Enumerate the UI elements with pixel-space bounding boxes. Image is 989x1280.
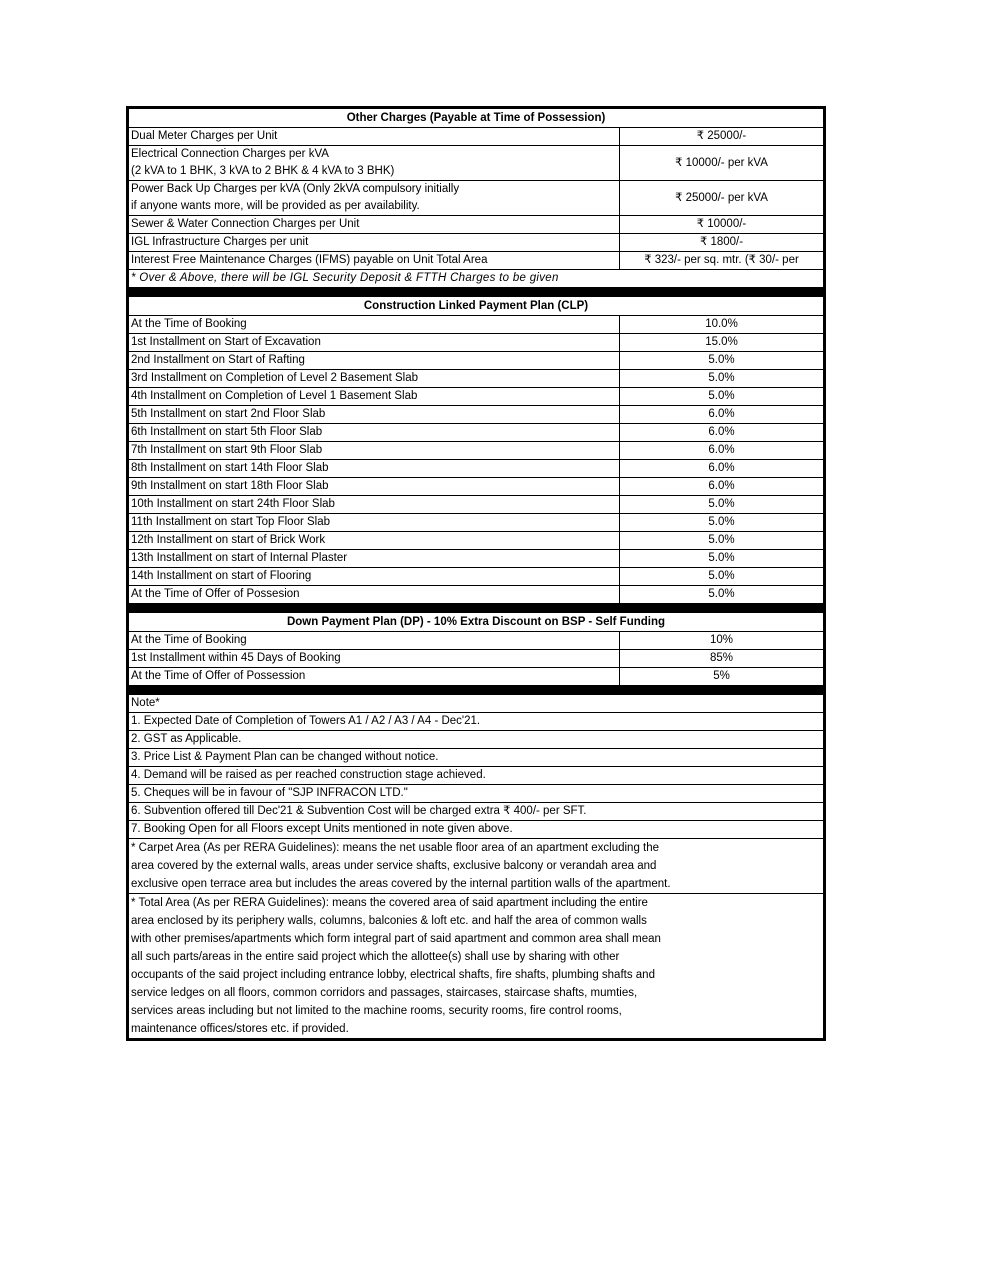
note-line: with other premises/apartments which form integral part of said apartment and common area shall mean	[131, 933, 661, 945]
note-line: area enclosed by its periphery walls, columns, balconies & loft etc. and half the area of common walls	[131, 915, 647, 927]
section-divider	[129, 604, 824, 613]
table-row	[129, 370, 824, 388]
row-value: 10%	[620, 632, 824, 650]
table-row	[129, 234, 824, 252]
row-label-line: if anyone wants more, will be provided as per availability.	[131, 200, 420, 212]
row-label-line: (2 kVA to 1 BHK, 3 kVA to 2 BHK & 4 kVA to 3 BHK)	[131, 165, 395, 177]
row-label	[129, 181, 620, 216]
table-row	[129, 252, 824, 270]
row-value: 5.0%	[620, 514, 824, 532]
row-value: ₹ 25000/- per kVA	[620, 181, 824, 216]
note-line: maintenance offices/stores etc. if provided.	[131, 1023, 349, 1035]
row-value: 15.0%	[620, 334, 824, 352]
row-value: ₹ 10000/- per kVA	[620, 146, 824, 181]
table-row	[129, 146, 824, 181]
row-label: Interest Free Maintenance Charges (IFMS) payable on Unit Total Area	[129, 252, 620, 270]
dp-header: Down Payment Plan (DP) - 10% Extra Discount on BSP - Self Funding	[129, 613, 824, 632]
note-line: service ledges on all floors, common corridors and passages, staircases, staircase shafts, mumties,	[131, 987, 638, 999]
table-row	[129, 586, 824, 604]
row-value: 85%	[620, 650, 824, 668]
table-row	[129, 803, 824, 821]
row-value: 5.0%	[620, 352, 824, 370]
row-label: At the Time of Offer of Possession	[129, 668, 620, 686]
row-label: At the Time of Booking	[129, 632, 620, 650]
row-label: 9th Installment on start 18th Floor Slab	[129, 478, 620, 496]
table-row	[129, 424, 824, 442]
row-value: 6.0%	[620, 406, 824, 424]
row-label: 11th Installment on start Top Floor Slab	[129, 514, 620, 532]
table-row	[129, 352, 824, 370]
table-row	[129, 334, 824, 352]
section-divider	[129, 288, 824, 297]
total-area-note-row	[129, 894, 824, 1039]
row-label: Sewer & Water Connection Charges per Unit	[129, 216, 620, 234]
table-row	[129, 650, 824, 668]
table-row	[129, 216, 824, 234]
table-row	[129, 821, 824, 839]
row-label: Dual Meter Charges per Unit	[129, 128, 620, 146]
row-value: 5.0%	[620, 568, 824, 586]
other-charges-header: Other Charges (Payable at Time of Possession)	[129, 109, 824, 128]
table-row	[129, 668, 824, 686]
row-label: 8th Installment on start 14th Floor Slab	[129, 460, 620, 478]
row-value: ₹ 25000/-	[620, 128, 824, 146]
table-row	[129, 731, 824, 749]
row-value: ₹ 1800/-	[620, 234, 824, 252]
note-item: 3. Price List & Payment Plan can be changed without notice.	[129, 749, 824, 767]
row-label: 12th Installment on start of Brick Work	[129, 532, 620, 550]
table-row	[129, 478, 824, 496]
row-label: 6th Installment on start 5th Floor Slab	[129, 424, 620, 442]
note-line: all such parts/areas in the entire said project which the allottee(s) shall use by sharing with other	[131, 951, 620, 963]
row-value: 10.0%	[620, 316, 824, 334]
row-label: 14th Installment on start of Flooring	[129, 568, 620, 586]
carpet-area-note	[129, 839, 824, 894]
row-label	[129, 146, 620, 181]
carpet-area-note-row	[129, 839, 824, 894]
row-label: 1st Installment within 45 Days of Booking	[129, 650, 620, 668]
table-row	[129, 749, 824, 767]
row-label: At the Time of Offer of Possesion	[129, 586, 620, 604]
note-line: area covered by the external walls, areas under service shafts, exclusive balcony or verandah area and	[131, 860, 657, 872]
note-item: 7. Booking Open for all Floors except Units mentioned in note given above.	[129, 821, 824, 839]
price-sheet	[126, 106, 826, 1041]
row-label: 10th Installment on start 24th Floor Slab	[129, 496, 620, 514]
row-value: 5.0%	[620, 532, 824, 550]
note-line: exclusive open terrace area but includes the areas covered by the internal partition walls of the apartment.	[131, 878, 671, 890]
row-value: 5.0%	[620, 586, 824, 604]
table-row	[129, 632, 824, 650]
row-label: 5th Installment on start 2nd Floor Slab	[129, 406, 620, 424]
table-row	[129, 550, 824, 568]
row-label: 13th Installment on start of Internal Plaster	[129, 550, 620, 568]
note-line: services areas including but not limited to the machine rooms, security rooms, fire control rooms,	[131, 1005, 622, 1017]
note-line: * Total Area (As per RERA Guidelines): means the covered area of said apartment including the entire	[131, 897, 648, 909]
table-row	[129, 514, 824, 532]
table-row	[129, 442, 824, 460]
notes-title: Note*	[129, 695, 824, 713]
note-item: 2. GST as Applicable.	[129, 731, 824, 749]
row-label: 2nd Installment on Start of Rafting	[129, 352, 620, 370]
table-row	[129, 128, 824, 146]
note-line: * Carpet Area (As per RERA Guidelines): means the net usable floor area of an apartment excluding the	[131, 842, 660, 854]
row-value: 5.0%	[620, 496, 824, 514]
row-value: ₹ 10000/-	[620, 216, 824, 234]
clp-header: Construction Linked Payment Plan (CLP)	[129, 297, 824, 316]
row-value: 6.0%	[620, 478, 824, 496]
row-label: 4th Installment on Completion of Level 1 Basement Slab	[129, 388, 620, 406]
notes-title-row	[129, 695, 824, 713]
table-row	[129, 532, 824, 550]
note-item: 1. Expected Date of Completion of Towers A1 / A2 / A3 / A4 - Dec'21.	[129, 713, 824, 731]
row-label-line: Power Back Up Charges per kVA (Only 2kVA compulsory initially	[131, 183, 460, 195]
row-label: 3rd Installment on Completion of Level 2 Basement Slab	[129, 370, 620, 388]
table-row	[129, 270, 824, 288]
note-item: 6. Subvention offered till Dec'21 & Subvention Cost will be charged extra ₹ 400/- per SFT.	[129, 803, 824, 821]
row-label: 1st Installment on Start of Excavation	[129, 334, 620, 352]
table-row	[129, 713, 824, 731]
row-label: 7th Installment on start 9th Floor Slab	[129, 442, 620, 460]
table-row	[129, 460, 824, 478]
row-value: ₹ 323/- per sq. mtr. (₹ 30/- per	[620, 252, 824, 270]
row-value: 5%	[620, 668, 824, 686]
table-row	[129, 568, 824, 586]
total-area-note	[129, 894, 824, 1039]
row-label: At the Time of Booking	[129, 316, 620, 334]
note-item: 5. Cheques will be in favour of "SJP INFRACON LTD."	[129, 785, 824, 803]
table-row	[129, 496, 824, 514]
row-value: 5.0%	[620, 550, 824, 568]
table-row	[129, 785, 824, 803]
row-value: 6.0%	[620, 460, 824, 478]
table-row	[129, 767, 824, 785]
table-row	[129, 181, 824, 216]
section-divider	[129, 686, 824, 695]
other-charges-footnote: * Over & Above, there will be IGL Security Deposit & FTTH Charges to be given	[129, 270, 824, 288]
row-value: 5.0%	[620, 388, 824, 406]
table-row	[129, 406, 824, 424]
row-value: 5.0%	[620, 370, 824, 388]
note-line: occupants of the said project including entrance lobby, electrical shafts, fire shafts, plumbing shafts and	[131, 969, 655, 981]
table-row	[129, 388, 824, 406]
row-label-line: Electrical Connection Charges per kVA	[131, 148, 329, 160]
note-item: 4. Demand will be raised as per reached construction stage achieved.	[129, 767, 824, 785]
row-label: IGL Infrastructure Charges per unit	[129, 234, 620, 252]
charges-table	[128, 108, 824, 1039]
table-row	[129, 316, 824, 334]
row-value: 6.0%	[620, 424, 824, 442]
row-value: 6.0%	[620, 442, 824, 460]
